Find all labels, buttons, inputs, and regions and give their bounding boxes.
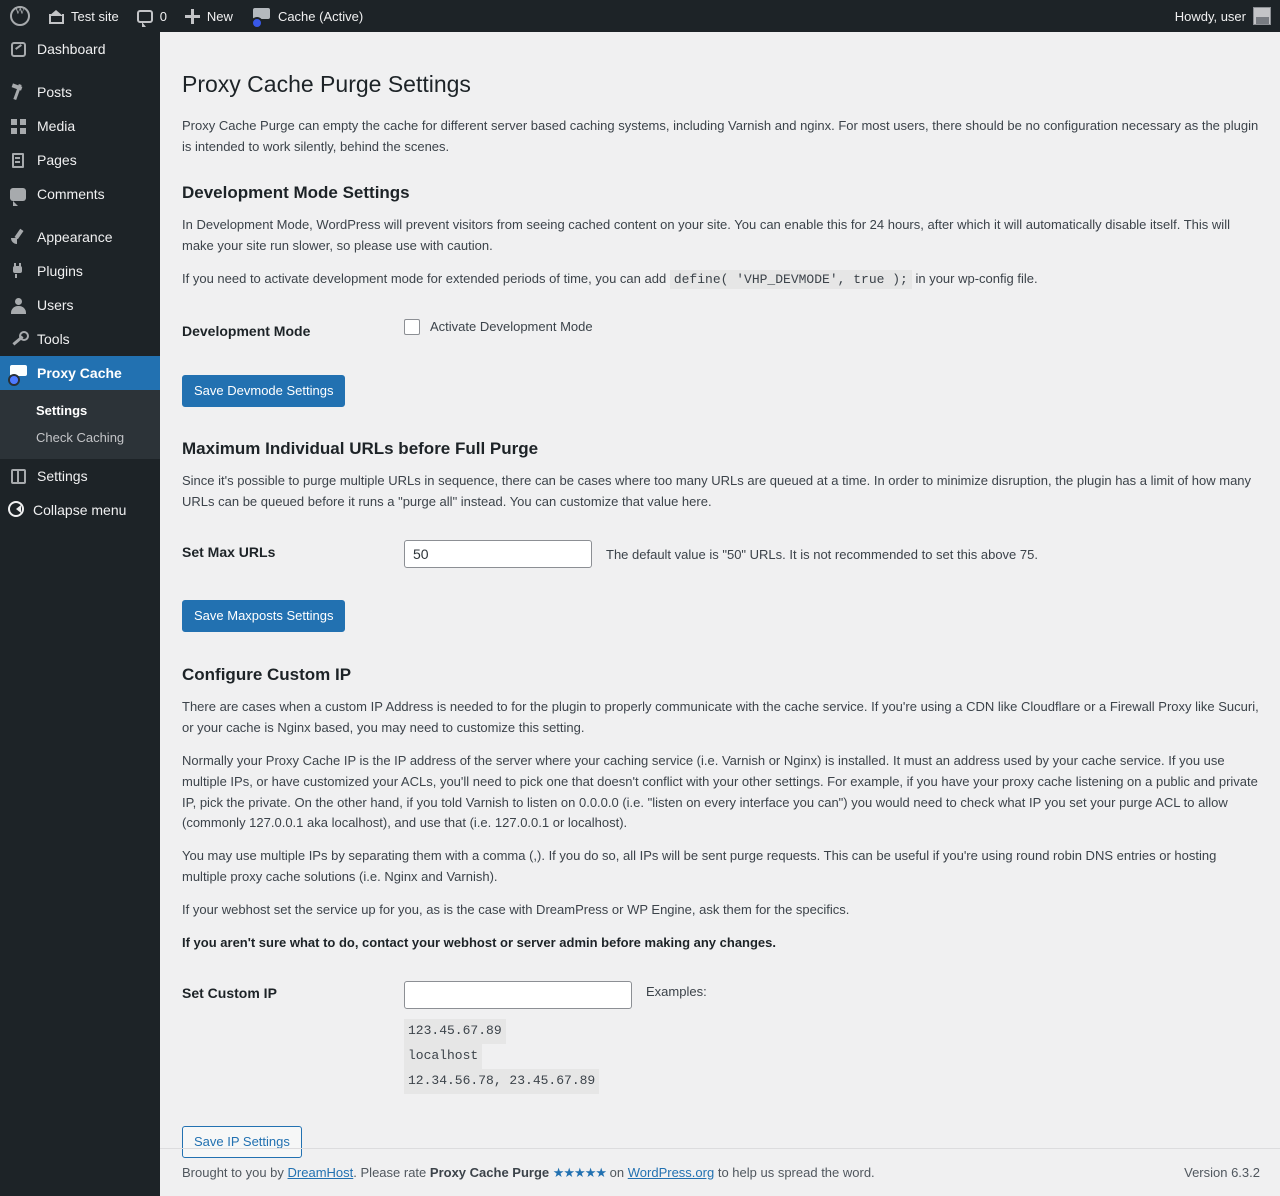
devmode-heading: Development Mode Settings xyxy=(182,183,410,203)
footer-please-rate: . Please rate xyxy=(353,1164,427,1180)
devmode-submit-wrap xyxy=(182,375,1260,407)
proxy-cache-menu[interactable] xyxy=(242,0,372,32)
activate-development-mode-checkbox[interactable] xyxy=(404,319,420,335)
customip-paragraph-4: If your webhost set the service up for you, as is the case with DreamPress or WP Engine, ask them for the specifics. xyxy=(182,901,850,917)
sidebar-item-tools[interactable] xyxy=(0,322,160,356)
plus-icon xyxy=(185,9,200,24)
sidebar-item-label: Pages xyxy=(37,152,77,168)
sidebar-item-label: Proxy Cache xyxy=(37,365,122,381)
sidebar-item-dashboard[interactable] xyxy=(0,32,160,66)
sidebar-item-plugins[interactable] xyxy=(0,254,160,288)
maxposts-form-table xyxy=(182,526,1260,582)
page-title: Proxy Cache Purge Settings xyxy=(182,71,471,97)
footer-version: Version 6.3.2 xyxy=(1184,1165,1260,1180)
dreamhost-link[interactable]: DreamHost xyxy=(287,1164,354,1180)
sidebar-item-label: Settings xyxy=(37,468,88,484)
cache-label: Cache (Active) xyxy=(277,8,364,24)
collapse-menu-button[interactable] xyxy=(0,493,160,527)
wordpress-logo-icon xyxy=(10,6,30,26)
footer-on: on xyxy=(609,1164,625,1180)
save-ip-settings-button[interactable]: Save IP Settings xyxy=(182,1126,302,1158)
comment-count: 0 xyxy=(159,8,167,24)
collapse-menu-label: Collapse menu xyxy=(33,502,127,518)
devmode-p2-before: If you need to activate development mode for extended periods of time, you can add xyxy=(182,271,670,287)
settings-wrap xyxy=(160,32,1280,1158)
page-icon xyxy=(8,150,28,170)
admin-bar xyxy=(0,0,1280,32)
wordpress-org-link[interactable]: WordPress.org xyxy=(627,1164,715,1180)
footer-tail: to help us spread the word. xyxy=(717,1164,875,1180)
activate-development-mode-label: Activate Development Mode xyxy=(430,319,593,335)
collapse-icon xyxy=(8,501,24,520)
customip-examples-label: Examples: xyxy=(646,984,707,1000)
sidebar-item-label: Posts xyxy=(37,84,73,100)
devmode-form-table xyxy=(182,305,1260,357)
sidebar-item-label: Dashboard xyxy=(37,41,106,57)
submenu-item-check-caching[interactable]: Check Caching xyxy=(36,430,125,445)
admin-sidebar xyxy=(0,32,160,1196)
sidebar-item-comments[interactable] xyxy=(0,177,160,211)
dashboard-icon xyxy=(8,39,28,59)
intro-paragraph: Proxy Cache Purge can empty the cache for different server based caching systems, including Varnish and nginx. For most users, there should be no configuration necessary as the plugin is intended to work silently, behind the scenes. xyxy=(182,117,1259,154)
rating-stars[interactable]: ★★★★★ xyxy=(552,1164,607,1180)
customip-paragraph-3: You may use multiple IPs by separating them with a comma (,). If you do so, all IPs will be sent purge requests. This can be useful if you're using round robin DNS entries or hosting multiple proxy cache solutions (i.e. Nginx and Varnish). xyxy=(182,848,1217,885)
settings-icon xyxy=(8,466,28,486)
customip-input-row xyxy=(404,981,1250,1093)
set-custom-ip-input[interactable] xyxy=(404,981,632,1009)
users-icon xyxy=(8,295,28,315)
footer-plugin-name: Proxy Cache Purge xyxy=(429,1164,550,1180)
customip-form-table xyxy=(182,967,1260,1107)
media-icon xyxy=(8,116,28,136)
table-row xyxy=(182,967,1260,1107)
sidebar-item-proxy-cache[interactable] xyxy=(0,356,160,390)
customip-paragraph-1: There are cases when a custom IP Address is needed to for the plugin to properly communicate with the cache service. If you're using a CDN like Cloudflare or a Firewall Proxy like Sucuri, or your cache is Nginx based, you may need to customize this setting. xyxy=(182,699,1259,736)
cache-icon xyxy=(8,363,28,383)
home-icon xyxy=(49,9,64,23)
sidebar-item-label: Media xyxy=(37,118,76,134)
set-max-urls-input[interactable] xyxy=(404,540,592,568)
sidebar-item-appearance[interactable] xyxy=(0,220,160,254)
customip-paragraph-2: Normally your Proxy Cache IP is the IP address of the server where your caching service (i.e. Varnish or Nginx) is installed. It must an address used by your cache service. If you use multiple IPs, or have customized your ACLs, you'll need to pick one that doesn't conflict with your other settings. For example, if you have your proxy cache listening on a public and private IP, pick the private. On the other hand, if you told Varnish to listen on 0.0.0.0 (i.e. "listen on every interface you can") you would need to check what IP you set your purge ACL to allow (commonly 127.0.0.1 aka localhost), and use that (i.e. 127.0.0.1 or localhost). xyxy=(182,753,1258,831)
admin-footer xyxy=(160,1148,1280,1196)
customip-example-1: 123.45.67.89 xyxy=(404,1019,506,1044)
customip-field-cell xyxy=(404,967,1260,1107)
sidebar-item-pages[interactable] xyxy=(0,143,160,177)
avatar xyxy=(1253,7,1271,25)
comments-bubble[interactable] xyxy=(128,0,176,32)
footer-brought-by: Brought to you by xyxy=(182,1164,284,1180)
comment-icon xyxy=(137,10,153,23)
plugins-icon xyxy=(8,261,28,281)
cache-icon xyxy=(251,8,271,24)
tools-icon xyxy=(8,329,28,349)
devmode-paragraph-1: In Development Mode, WordPress will prevent visitors from seeing cached content on your site. You can enable this for 24 hours, after which it will automatically disable itself. This will make your site run slower, so please use with caution. xyxy=(182,217,1230,254)
devmode-field-cell xyxy=(404,305,1260,357)
customip-heading: Configure Custom IP xyxy=(182,665,352,685)
maxposts-heading: Maximum Individual URLs before Full Purge xyxy=(182,438,539,458)
devmode-checkbox-row xyxy=(404,319,1250,335)
sidebar-item-label: Comments xyxy=(37,186,105,202)
save-devmode-settings-button[interactable]: Save Devmode Settings xyxy=(182,375,345,407)
sidebar-item-label: Users xyxy=(37,297,74,313)
main-content xyxy=(160,32,1280,1196)
comments-icon xyxy=(8,184,28,204)
my-account-menu[interactable] xyxy=(1166,0,1280,32)
maxposts-submit-wrap xyxy=(182,600,1260,632)
devmode-field-label: Development Mode xyxy=(182,322,311,339)
site-name-label: Test site xyxy=(71,8,119,24)
devmode-define-code: define( 'VHP_DEVMODE', true ); xyxy=(670,270,912,289)
pin-icon xyxy=(8,82,28,102)
devmode-p2-after: in your wp-config file. xyxy=(911,271,1038,287)
proxy-cache-submenu xyxy=(0,390,160,459)
new-content-menu[interactable] xyxy=(176,0,242,32)
submenu-item-settings[interactable]: Settings xyxy=(36,403,88,418)
table-row xyxy=(182,305,1260,357)
howdy-label: Howdy, user xyxy=(1174,8,1246,24)
sidebar-item-settings[interactable] xyxy=(0,459,160,493)
sidebar-item-posts[interactable] xyxy=(0,75,160,109)
sidebar-item-label: Tools xyxy=(37,331,70,347)
footer-credits xyxy=(182,1165,1184,1181)
new-label: New xyxy=(206,8,233,24)
sidebar-item-users[interactable] xyxy=(0,288,160,322)
customip-field-label: Set Custom IP xyxy=(182,985,277,1002)
customip-example-2: localhost xyxy=(404,1044,482,1069)
sidebar-item-media[interactable] xyxy=(0,109,160,143)
maxposts-field-label: Set Max URLs xyxy=(182,544,276,561)
sidebar-item-label: Plugins xyxy=(37,263,83,279)
save-maxposts-settings-button[interactable]: Save Maxposts Settings xyxy=(182,600,345,632)
brush-icon xyxy=(8,227,28,247)
devmode-paragraph-2 xyxy=(182,269,1260,291)
site-name-menu[interactable] xyxy=(40,0,128,32)
customip-warning: If you aren't sure what to do, contact your webhost or server admin before making any changes. xyxy=(182,934,777,950)
customip-examples-list xyxy=(404,1019,632,1093)
wordpress-logo-button[interactable] xyxy=(0,0,40,32)
maxposts-paragraph: Since it's possible to purge multiple URLs in sequence, there can be cases where too many URLs are queued at a time. In order to minimize disruption, the plugin has a limit of how many URLs can be queued before it runs a "purge all" instead. You can customize that value here. xyxy=(182,472,1252,509)
table-row xyxy=(182,526,1260,582)
maxposts-description: The default value is "50" URLs. It is not recommended to set this above 75. xyxy=(606,546,1038,562)
sidebar-item-label: Appearance xyxy=(37,229,113,245)
customip-example-3: 12.34.56.78, 23.45.67.89 xyxy=(404,1069,599,1094)
maxposts-field-cell xyxy=(404,526,1260,582)
